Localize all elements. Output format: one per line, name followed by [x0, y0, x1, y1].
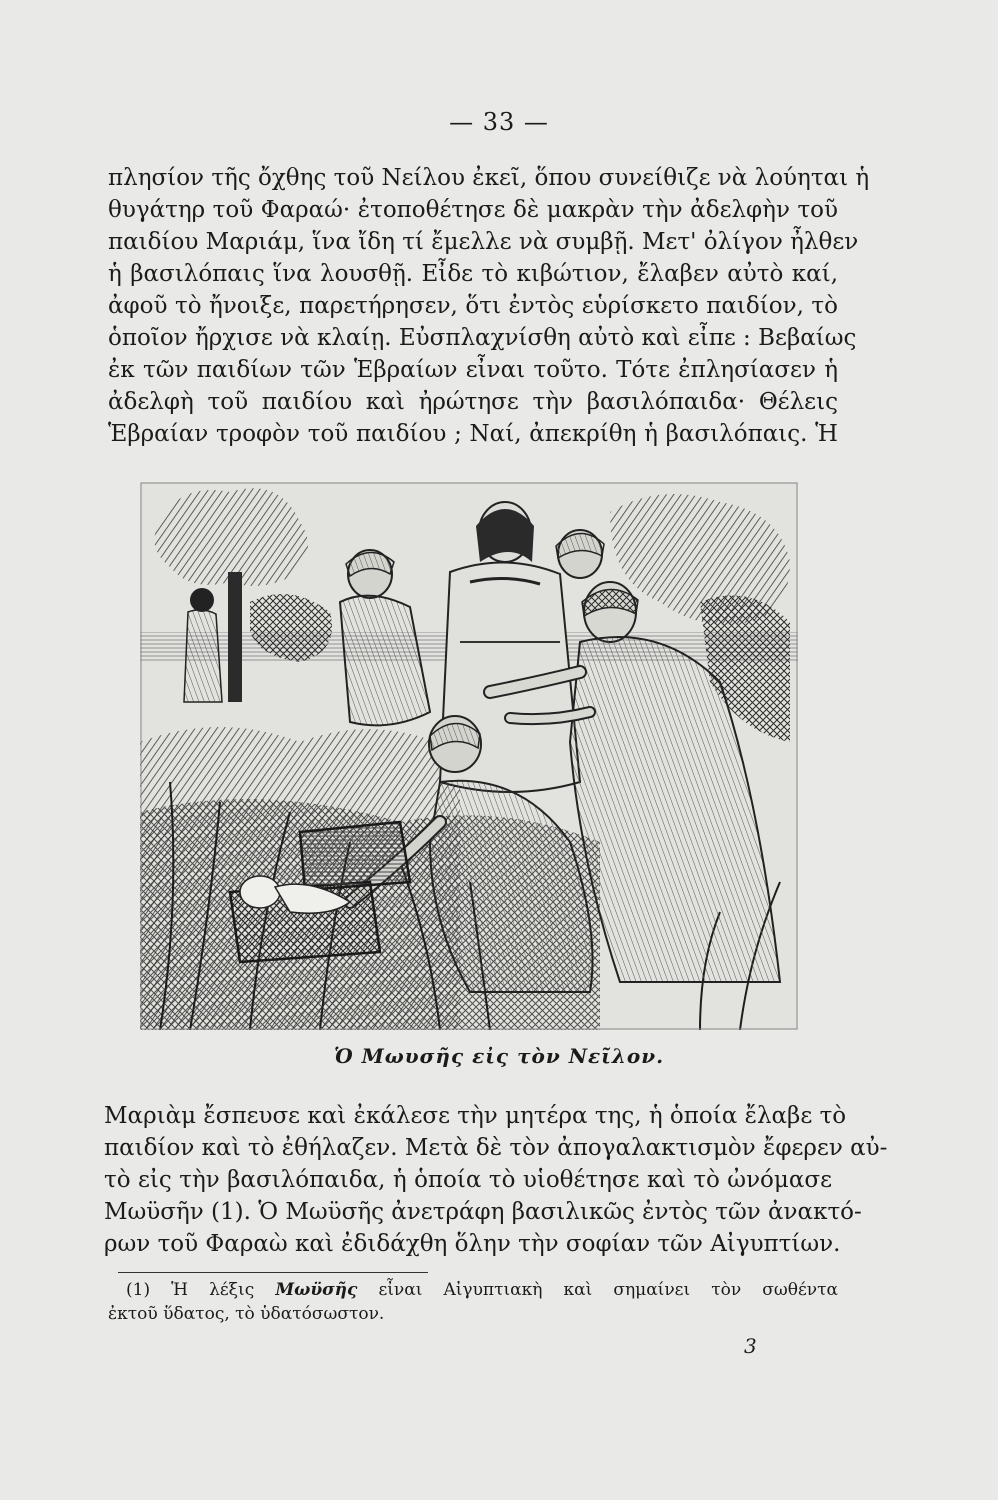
footnote-line: [126, 1278, 838, 1302]
footnote: [108, 1278, 838, 1326]
text-line: ἡ βασιλόπαις ἵνα λουσθῇ. Εἶδε τὸ κιβώτιον, ἔλαβεν αὐτὸ καί,: [108, 261, 838, 287]
paragraph-1: [108, 162, 870, 450]
signature-mark: 3: [744, 1334, 757, 1358]
footnote-line-2: ἐκτοῦ ὕδατος, τὸ ὑδατόσωστον.: [108, 1304, 385, 1324]
text-line: ρων τοῦ Φαραὼ καὶ ἐδιδάχθη ὅλην τὴν σοφίαν τῶν Αἰγυπτίων.: [104, 1231, 841, 1257]
text-line: θυγάτηρ τοῦ Φαραώ· ἐτοποθέτησε δὲ μακρὰν τὴν ἀδελφὴν τοῦ: [108, 197, 838, 223]
text-line: Μαριὰμ ἔσπευσε καὶ ἐκάλεσε τὴν μητέρα της, ἡ ὁποία ἔλαβε τὸ: [104, 1103, 847, 1129]
text-line: ἀφοῦ τὸ ἤνοιξε, παρετήρησεν, ὅτι ἐντὸς εὑρίσκετο παιδίον, τὸ: [108, 293, 838, 319]
paragraph-2: [104, 1100, 888, 1260]
text-line: ἀδελφὴ τοῦ παιδίου καὶ ἠρώτησε τὴν βασιλόπαιδα· Θέλεις: [108, 389, 838, 415]
text-line: παιδίον καὶ τὸ ἐθήλαζεν. Μετὰ δὲ τὸν ἀπογαλακτισμὸν ἔφερεν αὐ-: [104, 1135, 888, 1161]
footnote-divider: [118, 1272, 428, 1273]
illustration-caption: Ὁ Μωυσῆς εἰς τὸν Νεῖλον.: [333, 1044, 665, 1068]
text-line: παιδίου Μαριάμ, ἵνα ἴδη τί ἔμελλε νὰ συμβῇ. Μετ' ὀλίγον ἦλθεν: [108, 229, 859, 255]
footnote-emphasis: Μωϋσῆς: [275, 1280, 358, 1300]
text-line: ὁποῖον ἤρχισε νὰ κλαίῃ. Εὐσπλαχνίσθη αὐτὸ καὶ εἶπε : Βεβαίως: [108, 325, 857, 351]
text-line: πλησίον τῆς ὄχθης τοῦ Νείλου ἐκεῖ, ὅπου συνείθιζε νὰ λούηται ἡ: [108, 165, 870, 191]
footnote-prefix: (1) Ἡ λέξις: [126, 1280, 255, 1300]
text-line: ἐκ τῶν παιδίων τῶν Ἑβραίων εἶναι τοῦτο. Τότε ἐπλησίασεν ἡ: [108, 357, 838, 383]
engraving-moses-in-the-nile-icon: [140, 482, 798, 1030]
page-number: — 33 —: [449, 108, 549, 136]
text-line: τὸ εἰς τὴν βασιλόπαιδα, ἡ ὁποία τὸ υἱοθέτησε καὶ τὸ ὠνόμασε: [104, 1167, 832, 1193]
text-line: Μωϋσῆν (1). Ὁ Μωϋσῆς ἀνετράφη βασιλικῶς ἐντὸς τῶν ἀνακτό-: [104, 1199, 862, 1225]
footnote-rest: εἶναι Αἰγυπτιακὴ καὶ σημαίνει τὸν σωθέντα: [378, 1280, 838, 1300]
text-line: Ἑβραίαν τροφὸν τοῦ παιδίου ; Ναί, ἀπεκρίθη ἡ βασιλόπαις. Ἡ: [108, 421, 838, 447]
